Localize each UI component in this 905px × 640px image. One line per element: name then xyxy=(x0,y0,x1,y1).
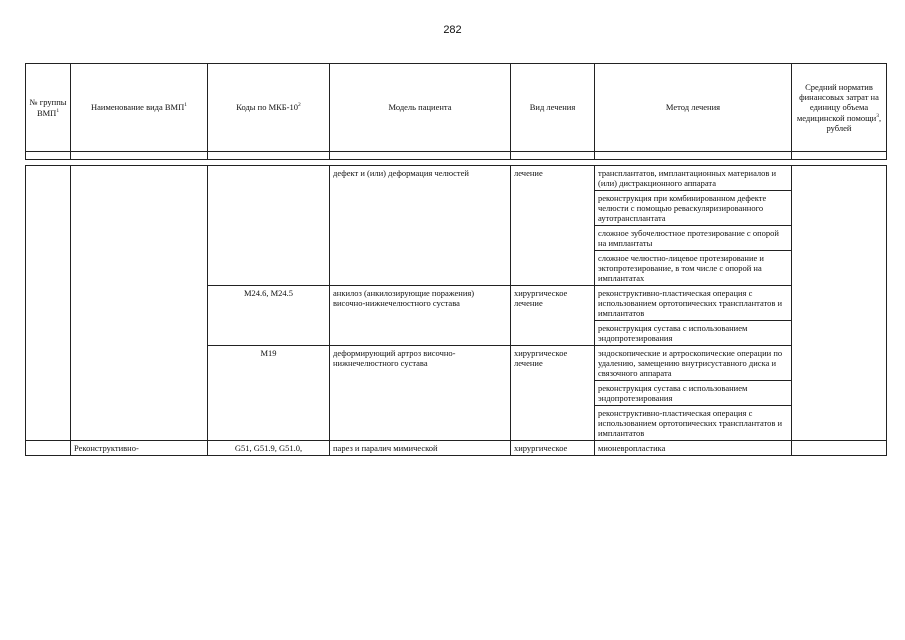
table-row xyxy=(26,441,887,456)
treatment-method-cell: трансплантатов, имплантационных материалов и (или) дистракционного аппарата xyxy=(595,166,792,191)
codes-cell: M24.6, M24.5 xyxy=(208,286,330,346)
patient-model-cell: парез и паралич мимической xyxy=(330,441,511,456)
header-vmp-name: Наименование вида ВМП$^1$ xyxy=(71,64,208,152)
treatment-method-cell: мионевропластика xyxy=(595,441,792,456)
table-header-row xyxy=(26,64,887,152)
avg-cost-cell xyxy=(792,441,887,456)
treatment-method-cell: реконструкция сустава с использованием эндопротезирования xyxy=(595,381,792,406)
numbering-row xyxy=(26,152,887,160)
vmp-name-cell xyxy=(71,166,208,441)
header-group-no: № группы ВМП$^1$ xyxy=(26,64,71,152)
group-no-cell xyxy=(26,441,71,456)
codes-cell: M19 xyxy=(208,346,330,441)
treatment-type-cell: хирургическое лечение xyxy=(511,286,595,346)
treatment-type-cell: хирургическое xyxy=(511,441,595,456)
treatment-method-cell: реконструкция при комбинированном дефекте челюсти с помощью реваскуляризированного аутотрансплантата xyxy=(595,191,792,226)
header-treatment-method: Метод лечения xyxy=(595,64,792,152)
treatment-type-cell: хирургическое лечение xyxy=(511,346,595,441)
header-treatment-type: Вид лечения xyxy=(511,64,595,152)
vmp-table xyxy=(25,63,887,456)
codes-cell: G51, G51.9, G51.0, xyxy=(208,441,330,456)
header-patient-model: Модель пациента xyxy=(330,64,511,152)
group-no-cell xyxy=(26,166,71,441)
vmp-name-cell: Реконструктивно- xyxy=(71,441,208,456)
avg-cost-cell xyxy=(792,166,887,441)
treatment-method-cell: реконструктивно-пластическая операция с использованием ортотопических трансплантатов и имплантатов xyxy=(595,406,792,441)
header-icd-codes: Коды по МКБ-$10^2$ xyxy=(208,64,330,152)
treatment-type-cell: лечение xyxy=(511,166,595,286)
patient-model-cell: дефект и (или) деформация челюстей xyxy=(330,166,511,286)
treatment-method-cell: реконструктивно-пластическая операция с использованием ортотопических трансплантатов и имплантатов xyxy=(595,286,792,321)
patient-model-cell: анкилоз (анкилозирующие поражения) височно-нижнечелюстного сустава xyxy=(330,286,511,346)
treatment-method-cell: сложное челюстно-лицевое протезирование и эктопротезирование, в том числе с опорой на имплантатах xyxy=(595,251,792,286)
page-number: 282 xyxy=(443,24,462,36)
patient-model-cell: деформирующий артроз височно-нижнечелюстного сустава xyxy=(330,346,511,441)
treatment-method-cell: сложное зубочелюстное протезирование с опорой на имплантаты xyxy=(595,226,792,251)
table-row xyxy=(26,166,887,191)
codes-cell xyxy=(208,166,330,286)
treatment-method-cell: реконструкция сустава с использованием эндопротезирования xyxy=(595,321,792,346)
header-avg-cost: Средний норматив финансовых затрат на единицу объема медицинской помощи$^3$, рублей xyxy=(792,64,887,152)
treatment-method-cell: эндоскопические и артроскопические операции по удалению, замещению внутрисуставного диска и связочного аппарата xyxy=(595,346,792,381)
